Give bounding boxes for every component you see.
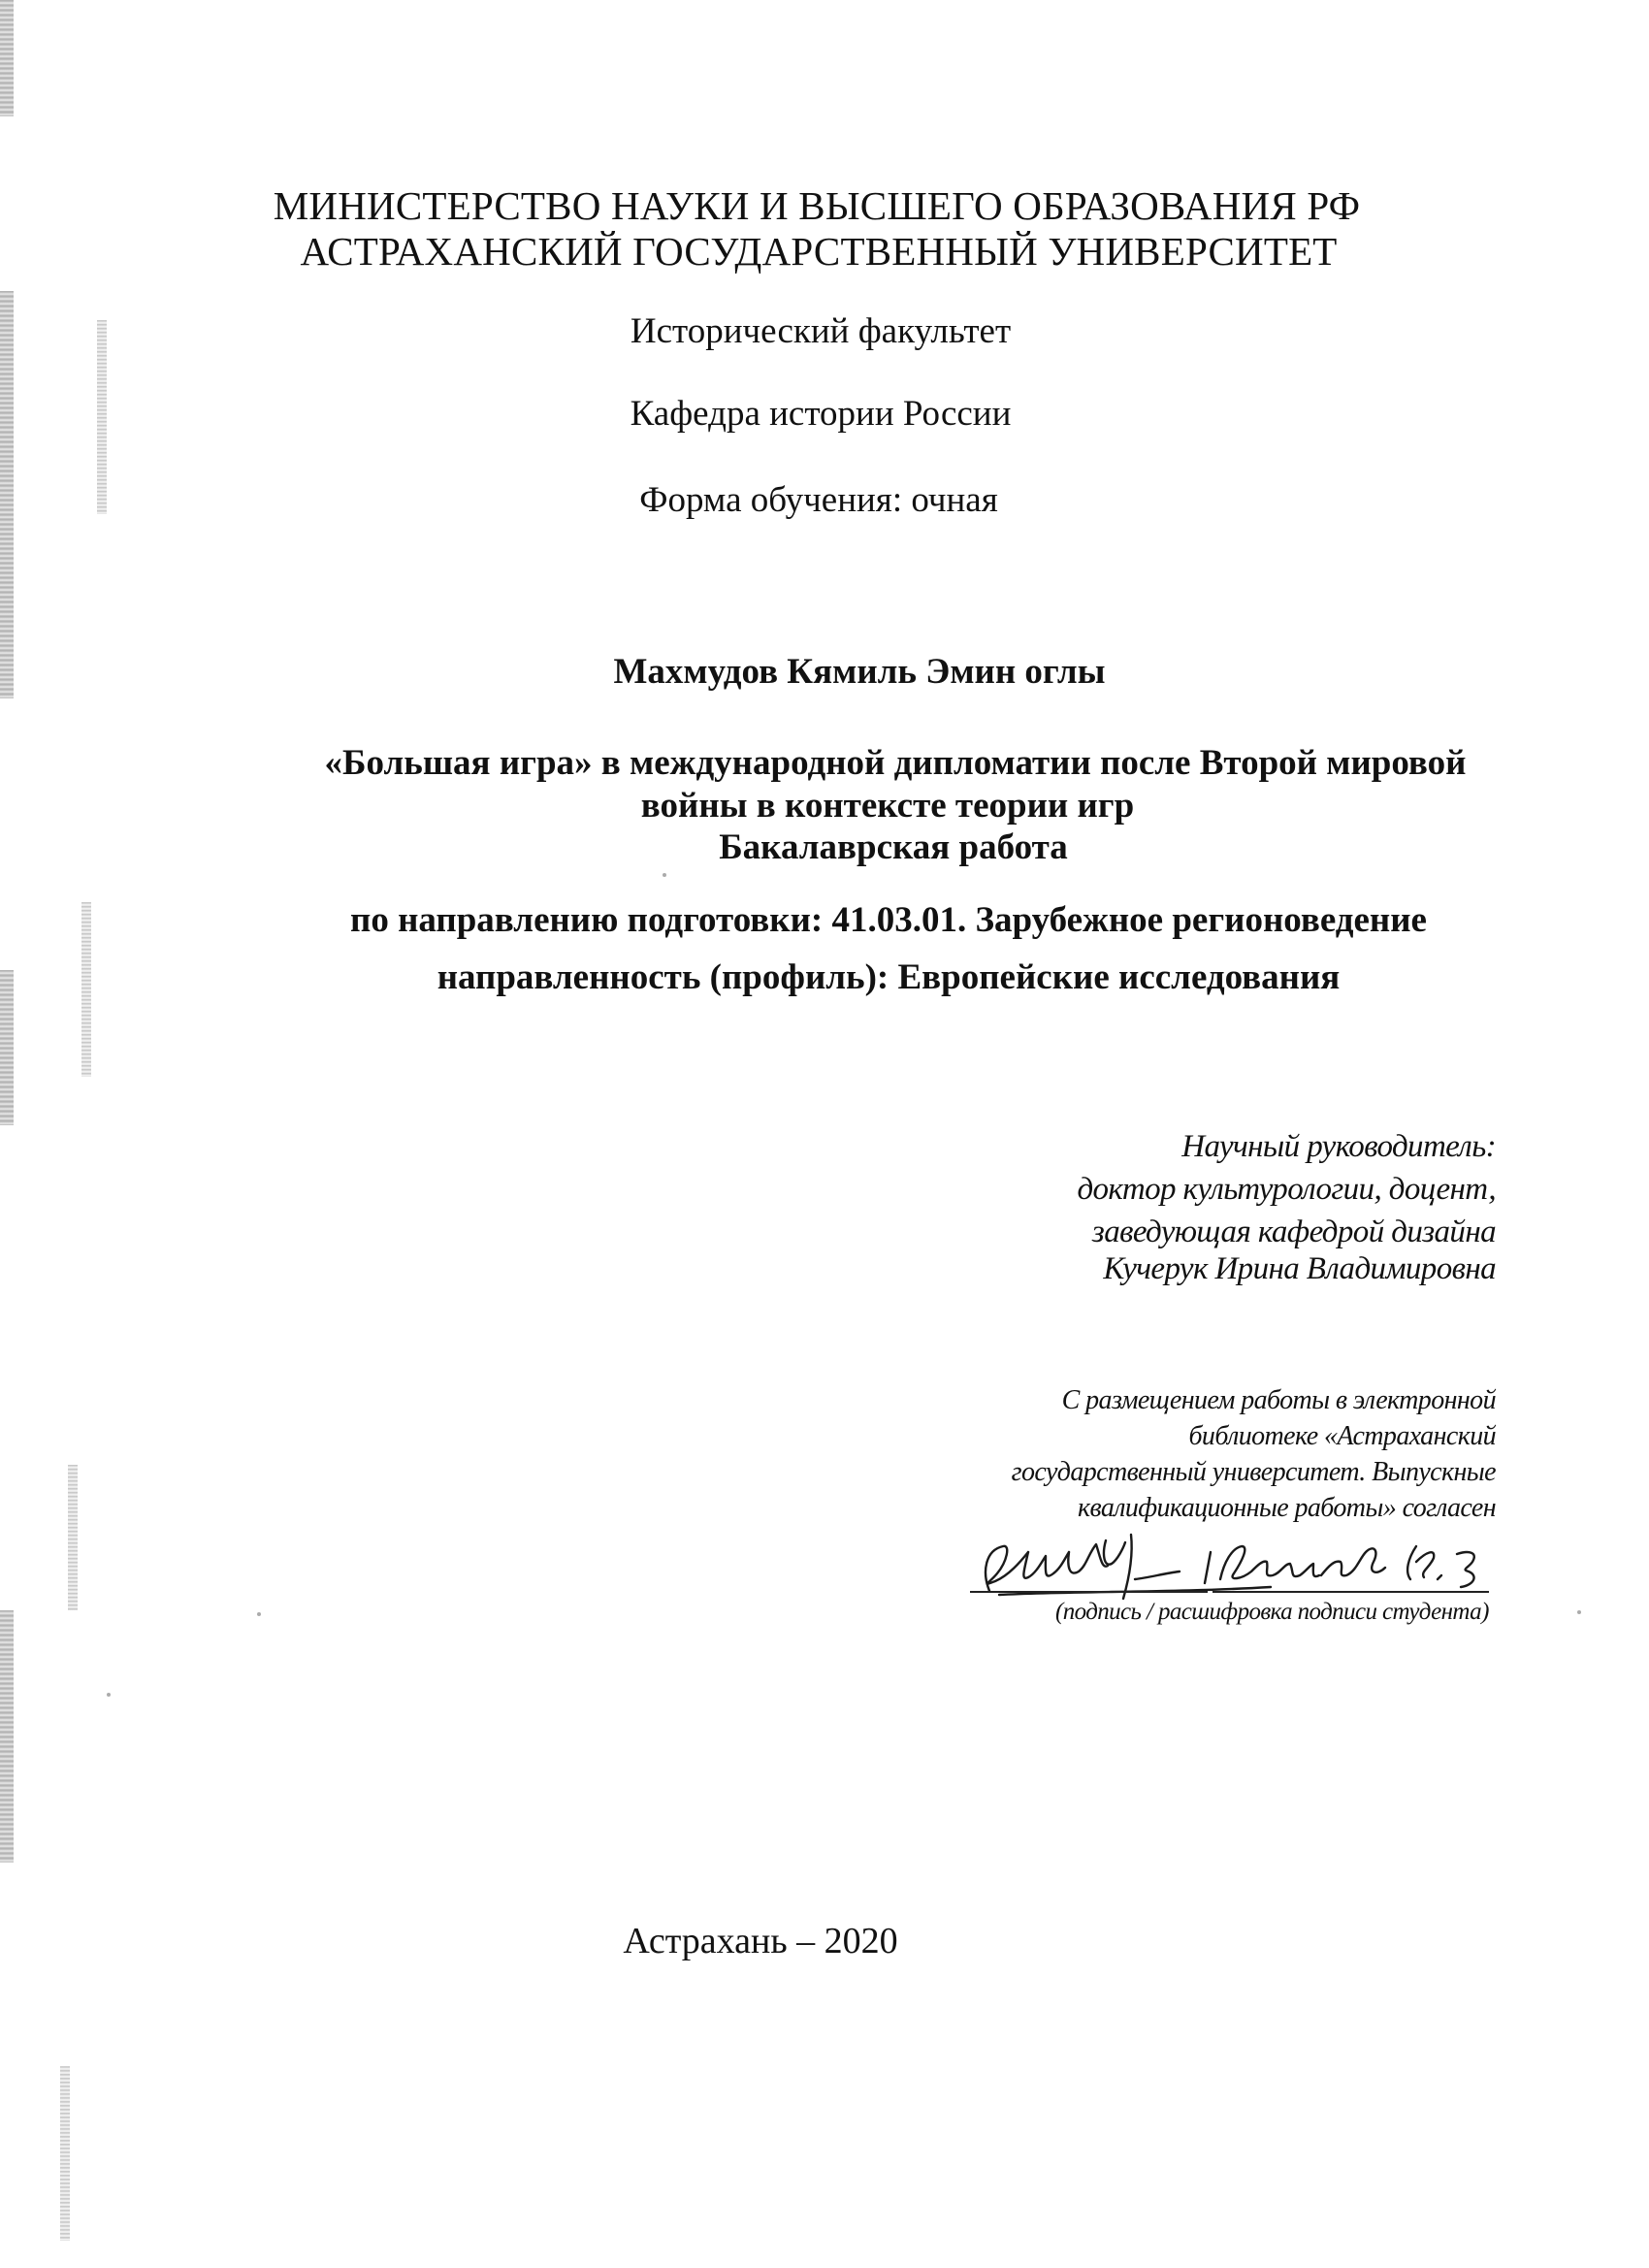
university-heading: АСТРАХАНСКИЙ ГОСУДАРСТВЕННЫЙ УНИВЕРСИТЕТ [300, 229, 1338, 274]
consent-line4: квалификационные работы» согласен [1077, 1493, 1496, 1523]
profile-line: направленность (профиль): Европейские исследования [436, 957, 1341, 997]
signature-line [970, 1591, 1208, 1593]
scan-speck [257, 1612, 261, 1616]
library-consent-block [1012, 1384, 1496, 1524]
supervisor-block [1077, 1128, 1496, 1287]
signature-decoding-line [1212, 1591, 1489, 1593]
thesis-title-line1: «Большая игра» в международной дипломатии после Второй мировой [324, 743, 1467, 783]
author-name: Махмудов Кямиль Эмин оглы [613, 652, 1106, 692]
study-form-line: Форма обучения: очная [639, 480, 998, 520]
consent-line3: государственный университет. Выпускные [1011, 1457, 1496, 1487]
city-year: Астрахань – 2020 [623, 1921, 898, 1961]
scan-artifact [0, 0, 14, 116]
scan-artifact [0, 970, 14, 1125]
consent-line1: С размещением работы в электронной [1061, 1385, 1496, 1415]
faculty-line: Исторический факультет [630, 311, 1012, 351]
scan-speck [663, 873, 666, 877]
supervisor-label: Научный руководитель: [1181, 1129, 1496, 1164]
direction-line: по направлению подготовки: 41.03.01. Зарубежное регионоведение [350, 900, 1427, 940]
supervisor-name: Кучерук Ирина Владимировна [1103, 1251, 1496, 1286]
department-line: Кафедра истории России [630, 394, 1012, 434]
thesis-title-line2: войны в контексте теории игр [640, 786, 1135, 826]
scan-artifact [68, 1465, 78, 1610]
scan-artifact [60, 2066, 70, 2241]
supervisor-position: заведующая кафедрой дизайна [1091, 1215, 1496, 1249]
supervisor-degree: доктор культурологии, доцент, [1077, 1172, 1496, 1207]
consent-line2: библиотеке «Астраханский [1188, 1421, 1496, 1451]
scan-speck [107, 1693, 111, 1697]
signature-caption: (подпись / расшифровка подписи студента) [1055, 1599, 1489, 1625]
scan-speck [1577, 1610, 1581, 1614]
ministry-heading: МИНИСТЕРСТВО НАУКИ И ВЫСШЕГО ОБРАЗОВАНИЯ РФ [273, 183, 1361, 228]
scan-artifact [0, 1610, 14, 1863]
work-type: Бакалаврская работа [719, 827, 1068, 867]
